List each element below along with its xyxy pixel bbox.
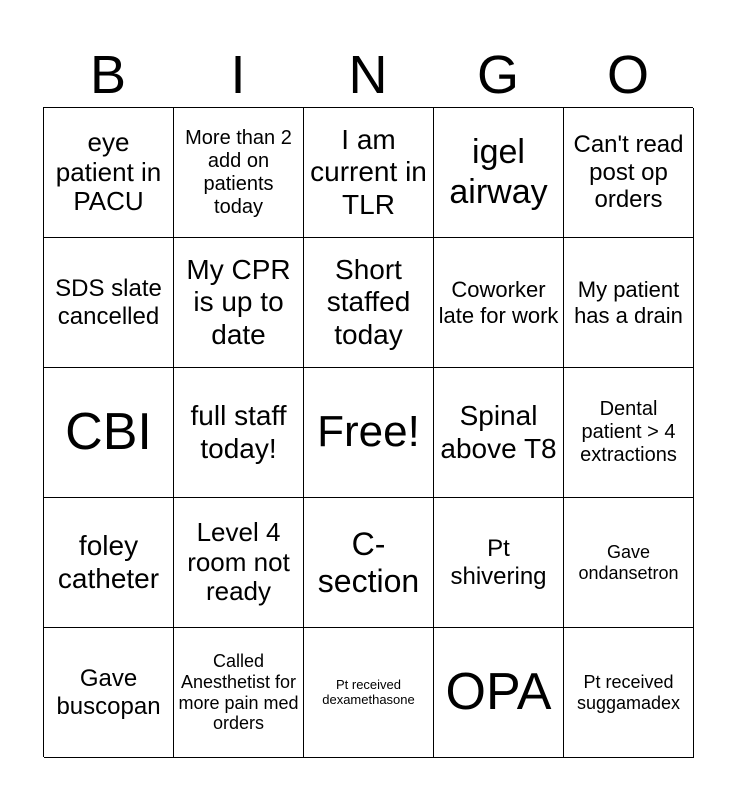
bingo-cell[interactable]: Can't read post op orders: [564, 108, 694, 238]
bingo-cell[interactable]: Coworker late for work: [434, 238, 564, 368]
bingo-grid: [43, 107, 693, 757]
bingo-cell[interactable]: Pt received suggamadex: [564, 628, 694, 758]
bingo-cell[interactable]: My CPR is up to date: [174, 238, 304, 368]
header-letter-b: B: [89, 45, 127, 105]
bingo-cell[interactable]: More than 2 add on patients today: [174, 108, 304, 238]
bingo-header: [43, 42, 693, 108]
bingo-cell[interactable]: C-section: [304, 498, 434, 628]
bingo-cell[interactable]: igel airway: [434, 108, 564, 238]
bingo-cell[interactable]: CBI: [44, 368, 174, 498]
bingo-cell[interactable]: Called Anesthetist for more pain med orders: [174, 628, 304, 758]
bingo-cell[interactable]: Gave ondansetron: [564, 498, 694, 628]
bingo-cell[interactable]: Gave buscopan: [44, 628, 174, 758]
bingo-cell[interactable]: Level 4 room not ready: [174, 498, 304, 628]
bingo-cell[interactable]: Pt received dexamethasone: [304, 628, 434, 758]
bingo-cell[interactable]: I am current in TLR: [304, 108, 434, 238]
bingo-cell[interactable]: Short staffed today: [304, 238, 434, 368]
bingo-cell[interactable]: OPA: [434, 628, 564, 758]
bingo-cell[interactable]: eye patient in PACU: [44, 108, 174, 238]
bingo-cell[interactable]: Pt shivering: [434, 498, 564, 628]
header-letter-o: O: [606, 45, 649, 105]
header-letter-n: N: [348, 45, 388, 105]
bingo-cell[interactable]: SDS slate cancelled: [44, 238, 174, 368]
bingo-cell[interactable]: full staff today!: [174, 368, 304, 498]
bingo-cell[interactable]: foley catheter: [44, 498, 174, 628]
header-letter-g: G: [476, 45, 519, 105]
bingo-cell[interactable]: Spinal above T8: [434, 368, 564, 498]
free-space-cell[interactable]: Free!: [304, 368, 434, 498]
bingo-cell[interactable]: Dental patient > 4 extractions: [564, 368, 694, 498]
header-letter-i: I: [230, 45, 246, 105]
bingo-cell[interactable]: My patient has a drain: [564, 238, 694, 368]
